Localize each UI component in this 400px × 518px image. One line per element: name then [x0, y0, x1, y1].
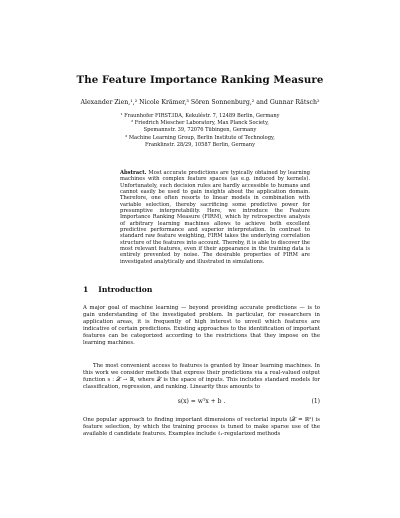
abstract-label: Abstract. — [120, 170, 147, 176]
body-paragraph: A major goal of machine learning — beyond providing accurate predictions — is to gain understanding of the investigated problem. In particular, for researchers in application areas, it is frequently of high interest to unveil which features are indicative of certain predictions. Existing approaches to the identification of important features can be categorized according to the restrictions that they impose on the learning machines. — [83, 305, 320, 347]
equation — [83, 398, 320, 408]
abstract — [120, 170, 310, 265]
affiliation-line: ² Friedrich Miescher Laboratory, Max Planck Society, — [131, 120, 269, 127]
affiliation-list — [0, 113, 400, 149]
affiliation-line: Spemannstr. 39, 72076 Tübingen, Germany — [143, 127, 257, 134]
abstract-text: Most accurate predictions are typically obtained by learning machines with complex feature spaces (as e.g. induced by kernels). Unfortunately, such decision rules are hardly accessible to humans and cannot easily be used to gain insights about the application domain. Therefore, one often resorts to linear models in combination with variable selection, thereby sacrificing some predictive power for presumptive interpretability. Here, we introduce the Feature Importance Ranking Measure (FIRM), which by retrospective analysis of arbitrary learning machines allows to achieve both excellent predictive performance and superior interpretation. In contrast to standard raw feature weighting, FIRM takes the underlying correlation structure of the features into account. Thereby, it is able to discover the most relevant features, even if their appearance in the training data is entirely prevented by noise. The desirable properties of FIRM are investigated analytically and illustrated in simulations. — [120, 170, 310, 265]
section-title: Introduction — [98, 285, 153, 294]
equation-number: (1) — [311, 398, 320, 405]
affiliation-line: ¹ Fraunhofer FIRST.IDA, Kekuléstr. 7, 12489 Berlin, Germany — [120, 113, 280, 119]
equation-expression: s(x) = wᵀx + b . — [177, 398, 226, 405]
section-number: 1 — [83, 285, 89, 294]
body-paragraph: The most convenient access to features is granted by linear learning machines. In this work we consider methods that express their predictions via a real-valued output function s : 𝒳 → ℝ, where 𝒳 is the space of inputs. This includes standard models for classification, regression, and ranking. Linearity thus amounts to — [83, 363, 320, 391]
affiliation-line: Franklinstr. 28/29, 10587 Berlin, Germany — [145, 141, 255, 148]
section-heading — [83, 285, 152, 294]
body-paragraph: One popular approach to finding important dimensions of vectorial inputs (𝒳 = ℝᵈ) is feature selection, by which the training process is tuned to make sparse use of the available d candidate features. Examples include ℓ₁-regularized methods — [83, 417, 320, 438]
paper-title: The Feature Importance Ranking Measure — [76, 74, 324, 86]
affiliation-line: ³ Machine Learning Group, Berlin Institute of Technology, — [125, 134, 275, 141]
author-list: Alexander Zien,¹,² Nicole Krämer,³ Sören Sonnenburg,² and Gunnar Rätsch² — [80, 99, 320, 106]
